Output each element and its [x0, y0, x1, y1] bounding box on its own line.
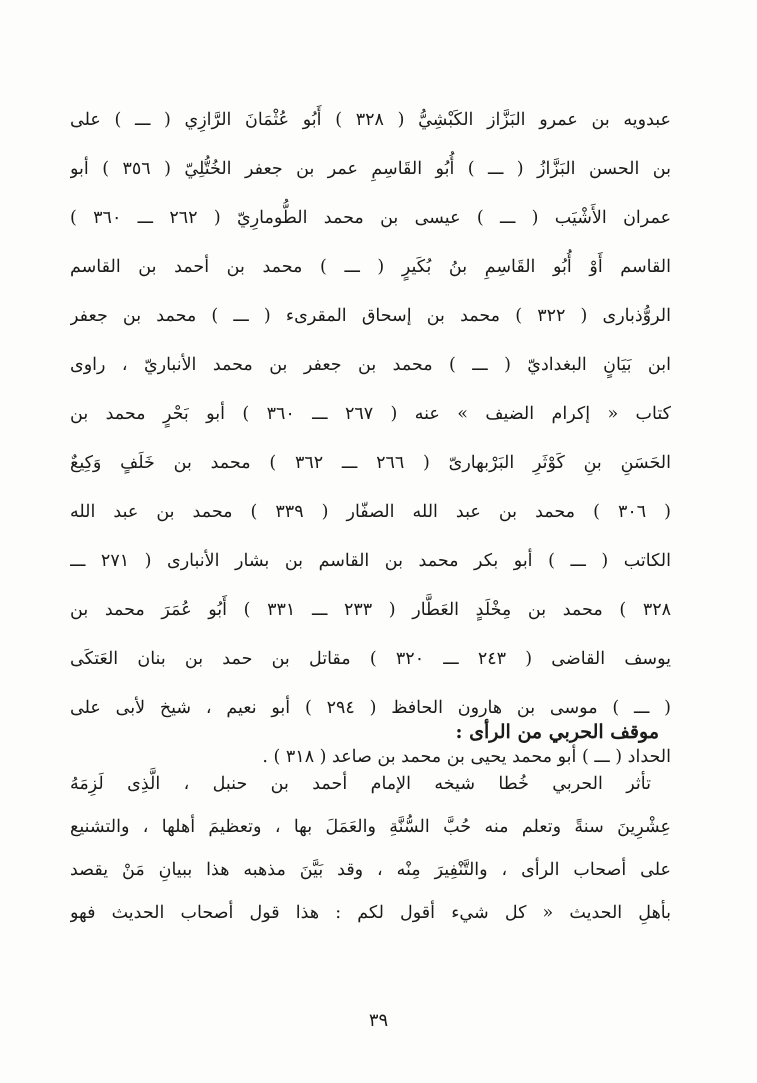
- section-heading: موقف الحربي من الرأى :: [455, 721, 659, 743]
- text-line: تأثر الحربي خُطا شيخه الإمام أحمد بن حنبل ، الَّذِى لَزِمَهُ: [70, 774, 651, 794]
- text-line: يوسف القاضى ( ٢٤٣ ـــ ٣٢٠ ) مقاتل بن حمد بن بنان العَتكَى: [70, 649, 671, 669]
- text-line: القاسم أَوْ أُبُو القَاسِمِ بنُ بُكَيرٍ ( ـــ ) محمد بن أحمد بن القاسم: [70, 257, 671, 277]
- text-line: ( ـــ ) موسى بن هارون الحافظ ( ٢٩٤ ) أبو نعيم ، شيخ لأبى على: [70, 698, 671, 718]
- text-line: ٣٢٨ ) محمد بن مِخْلَدٍ العَطَّار ( ٢٣٣ ـــ ٣٣١ ) أَبُو عُمَرَ محمد بن: [70, 600, 671, 620]
- text-line: الحداد ( ـــ ) أبو محمد يحيى بن محمد بن صاعد ( ٣١٨ ) .: [262, 747, 671, 767]
- text-line: عبدويه بن عمرو البَزَّاز الكَبْشِيُّ ( ٣٢٨ ) أَبُو عُثْمَانَ الرَّازِي ( ـــ ) على: [70, 110, 671, 130]
- text-line: عمران الأَشْيَب ( ـــ ) عيسى بن محمد الطُّومارِيّ ( ٢٦٢ ـــ ٣٦٠ ): [70, 208, 671, 228]
- text-line: الكاتب ( ـــ ) أبو بكر محمد بن القاسم بن بشار الأنبارى ( ٢٧١ ـــ: [70, 551, 671, 571]
- text-line: الحَسَنِ بنِ كَوْثَرِ البَرْبهارىّ ( ٢٦٦ ـــ ٣٦٢ ) محمد بن خَلَفٍ وَكِيعٌ: [70, 453, 671, 473]
- text-line: بن الحسن البَزَّازُ ( ـــ ) أُبُو القَاسِمِ عمر بن جعفر الخُتُّلِيّ ( ٣٥٦ ) أبو: [70, 159, 671, 179]
- narrators-list-paragraph: [70, 96, 671, 782]
- section-paragraph: [70, 763, 671, 935]
- page-number: ٣٩: [368, 1010, 389, 1031]
- text-line: ( ٣٠٦ ) محمد بن عبد الله الصفّار ( ٣٣٩ ) محمد بن عبد الله: [70, 502, 671, 522]
- text-line: على أصحاب الرأى ، والتَّنْفِيرَ مِنْه ، وقد بَيَّنَ مذهبه هذا ببيانِ مَنْ يقصد: [70, 860, 671, 880]
- text-line: كتاب « إكرام الضيف » عنه ( ٢٦٧ ـــ ٣٦٠ ) أبو بَحْرٍ محمد بن: [70, 404, 671, 424]
- text-line: ابن بَيَانٍ البغداديّ ( ـــ ) محمد بن جعفر بن محمد الأنباريّ ، راوى: [70, 355, 671, 375]
- text-line: الروُّذبارى ( ٣٢٢ ) محمد بن إسحاق المقرىء ( ـــ ) محمد بن جعفر: [70, 306, 671, 326]
- text-line: عِشْرِينَ سنةً وتعلم منه حُبَّ السُّنَّةِ والعَمَلَ بها ، وتعظيمَ أهلها ، والتشنيع: [70, 817, 671, 837]
- text-line: بأهلِ الحديث « كل شيء أقول لكم : هذا قول أصحاب الحديث فهو: [70, 903, 671, 923]
